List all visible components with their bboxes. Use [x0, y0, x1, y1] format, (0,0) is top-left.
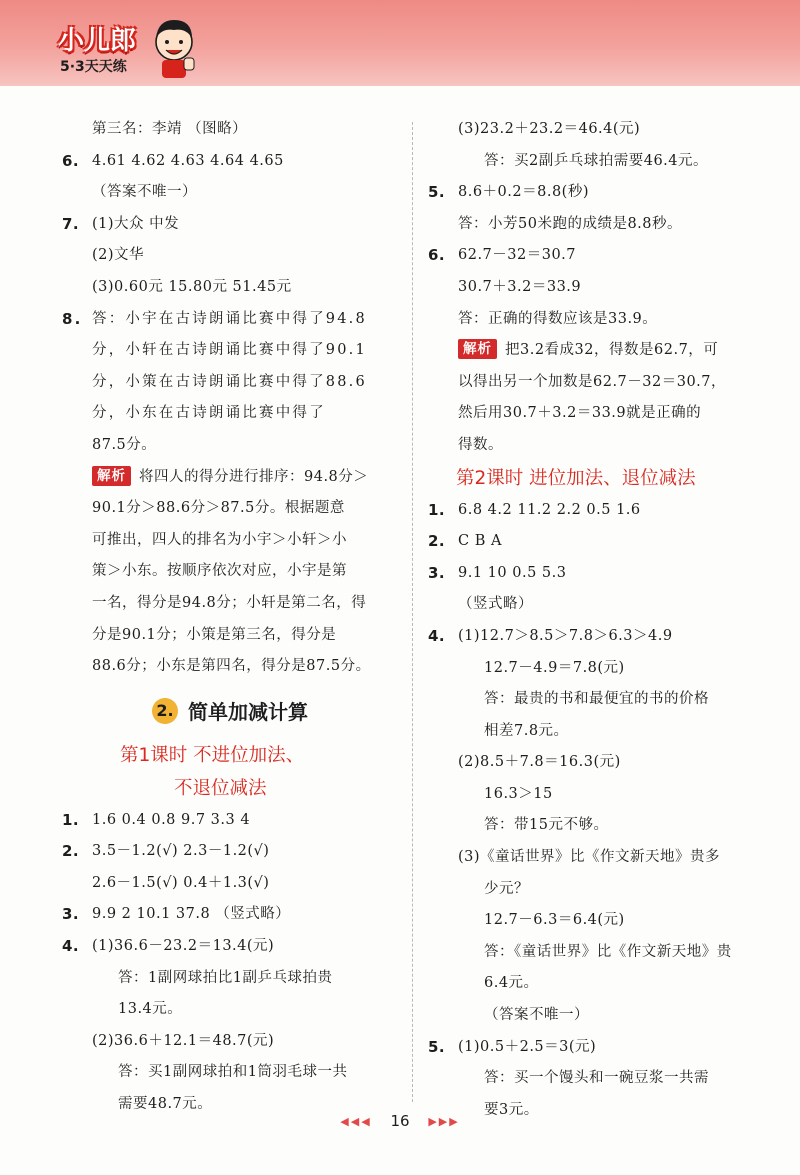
analysis-tag: 解析 [92, 466, 131, 486]
answer-text: 答：买一个馒头和一碗豆浆一共需 [484, 1070, 709, 1087]
answer-text: 1.6 0.4 0.8 9.7 3.3 4 [92, 811, 251, 828]
answer-line [62, 367, 398, 399]
answer-line [428, 177, 768, 209]
answer-line [62, 177, 398, 209]
answer-line [428, 905, 768, 937]
answer-text: 分，小策在古诗朗诵比赛中得了88.6 [92, 373, 367, 390]
answer-line [62, 272, 398, 304]
answer-text: 答：正确的得数应该是33.9。 [458, 310, 658, 327]
answer-line [428, 653, 768, 685]
answer-line [62, 556, 398, 588]
answer-text: 要3元。 [484, 1101, 539, 1118]
answer-line [428, 779, 768, 811]
answer-text: 答：小宇在古诗朗诵比赛中得了94.8 [92, 310, 367, 327]
section-number-badge: 2. [152, 698, 178, 724]
answer-text: 62.7－32＝30.7 [458, 247, 577, 264]
answer-line [62, 931, 398, 963]
answer-text: 相差7.8元。 [484, 722, 569, 739]
answer-text: 然后用30.7＋3.2＝33.9就是正确的 [458, 405, 702, 422]
answer-text: （竖式略） [458, 596, 533, 613]
answer-text: （答案不唯一） [92, 184, 197, 201]
prev-arrows-icon: ◀◀◀ [340, 1115, 372, 1128]
answer-line [428, 684, 768, 716]
question-number: 6. [428, 246, 446, 265]
answer-text: 答：买1副网球拍和1筒羽毛球一共 [118, 1064, 348, 1081]
answer-line [428, 842, 768, 874]
answer-line [62, 430, 398, 462]
answer-line [62, 114, 398, 146]
answer-line [62, 1057, 398, 1089]
answer-text: 8.6＋0.2＝8.8(秒) [458, 184, 589, 201]
answer-text: (1)36.6－23.2＝13.4(元) [92, 938, 275, 955]
answer-line [62, 493, 398, 525]
answer-text: 答：最贵的书和最便宜的书的价格 [484, 691, 709, 708]
answer-line [428, 621, 768, 653]
answer-line [62, 963, 398, 995]
page-footer [0, 1112, 800, 1130]
answer-text: 少元？ [484, 880, 529, 897]
answer-text: 16.3＞15 [484, 785, 553, 802]
answer-text: 一名，得分是94.8分；小轩是第二名，得 [92, 594, 367, 611]
answer-text: 将四人的得分进行排序：94.8分＞ [139, 468, 369, 485]
answer-line [428, 1032, 768, 1064]
answer-text: 分，小东在古诗朗诵比赛中得了 [92, 405, 326, 422]
answer-text: 4.61 4.62 4.63 4.64 4.65 [92, 152, 284, 169]
answer-line [62, 620, 398, 652]
question-number: 1. [62, 810, 80, 829]
answer-text: (2)36.6＋12.1＝48.7(元) [92, 1032, 275, 1049]
section-heading [62, 683, 398, 739]
question-number: 7. [62, 214, 80, 233]
question-number: 5. [428, 1037, 446, 1056]
question-number: 4. [428, 626, 446, 645]
answer-text: 9.9 2 10.1 37.8 （竖式略） [92, 906, 291, 923]
answer-line [62, 805, 398, 837]
answer-text: 6.8 4.2 11.2 2.2 0.5 1.6 [458, 501, 641, 518]
page-number: 16 [390, 1112, 410, 1130]
answer-text: 分是90.1分；小策是第三名，得分是 [92, 626, 337, 643]
answer-line [428, 146, 768, 178]
answer-line [428, 558, 768, 590]
question-number: 2. [428, 532, 446, 551]
answer-text: 90.1分＞88.6分＞87.5分。根据题意 [92, 500, 345, 517]
answer-line [62, 209, 398, 241]
lesson-title: 不退位减法 [174, 777, 267, 799]
answer-text: 88.6分；小东是第四名，得分是87.5分。 [92, 658, 371, 675]
answer-text: (2)文华 [92, 247, 145, 264]
lesson-title: 第2课时 进位加法、退位减法 [456, 467, 696, 489]
mascot-icon [146, 14, 202, 80]
answer-line [428, 240, 768, 272]
brand-title: 小儿郎 [58, 26, 137, 56]
answer-text: (1)大众 中发 [92, 215, 180, 232]
answer-text: 答：《童话世界》比《作文新天地》贵 [484, 943, 732, 960]
answer-text: 2.6－1.5(√) 0.4＋1.3(√) [92, 874, 270, 891]
brand-subtitle: 5·3天天练 [60, 59, 127, 75]
question-number: 1. [428, 500, 446, 519]
answer-text: 第三名：李靖 （图略） [92, 121, 248, 137]
answer-text: 13.4元。 [118, 1001, 183, 1018]
answer-text: 30.7＋3.2＝33.9 [458, 278, 582, 295]
answer-text: (3)23.2＋23.2＝46.4(元) [458, 121, 641, 137]
column-divider [412, 122, 413, 1102]
answer-text: 12.7－4.9＝7.8(元) [484, 659, 625, 676]
answer-line [428, 526, 768, 558]
answer-line [62, 240, 398, 272]
question-number: 3. [428, 563, 446, 582]
answer-line [428, 272, 768, 304]
answer-text: 以得出另一个加数是62.7－32＝30.7， [458, 373, 727, 390]
answer-line [428, 304, 768, 336]
answer-line [428, 589, 768, 621]
answer-line [62, 462, 398, 494]
answer-text: 可推出，四人的排名为小宇＞小轩＞小 [92, 531, 347, 548]
answer-line [428, 747, 768, 779]
question-number: 6. [62, 151, 80, 170]
answer-line [428, 398, 768, 430]
answer-text: 87.5分。 [92, 436, 157, 453]
answer-line [428, 937, 768, 969]
lesson-title: 第1课时 不进位加法、 [120, 744, 305, 766]
answer-text: (3)《童话世界》比《作文新天地》贵多 [458, 849, 721, 866]
answer-line [428, 495, 768, 527]
answer-text: 9.1 10 0.5 5.3 [458, 564, 567, 581]
answer-text: 分，小轩在古诗朗诵比赛中得了90.1 [92, 342, 367, 359]
answer-text: 需要48.7元。 [118, 1096, 213, 1113]
answer-line [62, 836, 398, 868]
answer-text: (1)12.7＞8.5＞7.8＞6.3＞4.9 [458, 627, 673, 644]
answer-line [428, 968, 768, 1000]
question-number: 8. [62, 309, 83, 328]
answer-text: (2)8.5＋7.8＝16.3(元) [458, 754, 621, 771]
left-column [62, 114, 398, 1121]
answer-text: 3.5－1.2(√) 2.3－1.2(√) [92, 843, 270, 860]
answer-text: 答：1副网球拍比1副乒乓球拍贵 [118, 969, 333, 986]
answer-text: 策＞小东。按顺序依次对应，小宇是第 [92, 563, 347, 580]
answer-text: C B A [458, 533, 502, 550]
section-title: 简单加减计算 [188, 700, 308, 725]
next-arrows-icon: ▶▶▶ [428, 1115, 460, 1128]
answer-line [62, 994, 398, 1026]
brand-logo [48, 14, 208, 80]
answer-text: (1)0.5＋2.5＝3(元) [458, 1038, 597, 1055]
answer-text: 答：买2副乒乓球拍需要46.4元。 [484, 152, 709, 169]
question-number: 3. [62, 905, 80, 924]
answer-text: 把3.2看成32，得数是62.7，可 [505, 342, 719, 359]
analysis-tag: 解析 [458, 339, 497, 359]
answer-text: 答：小芳50米跑的成绩是8.8秒。 [458, 215, 683, 232]
answer-line [428, 874, 768, 906]
question-number: 5. [428, 183, 446, 202]
answer-line [62, 525, 398, 557]
question-number: 4. [62, 937, 80, 956]
answer-text: (3)0.60元 15.80元 51.45元 [92, 278, 292, 295]
answer-line [428, 1063, 768, 1095]
answer-line [62, 868, 398, 900]
header-banner [0, 0, 800, 86]
answer-text: 得数。 [458, 436, 503, 453]
answer-text: 答：带15元不够。 [484, 817, 609, 834]
answer-line [428, 1000, 768, 1032]
answer-line [428, 367, 768, 399]
question-number: 2. [62, 842, 80, 861]
answer-text: （答案不唯一） [484, 1007, 589, 1024]
answer-line [428, 209, 768, 241]
answer-line [62, 146, 398, 178]
answer-text: 12.7－6.3＝6.4(元) [484, 912, 625, 929]
answer-line [62, 304, 398, 336]
right-column [428, 114, 768, 1126]
answer-line [62, 588, 398, 620]
answer-line [428, 716, 768, 748]
answer-line [62, 651, 398, 683]
answer-line [62, 899, 398, 931]
answer-line [62, 1026, 398, 1058]
answer-line [62, 398, 398, 430]
answer-line [428, 114, 768, 146]
answer-line [62, 335, 398, 367]
answer-line [428, 335, 768, 367]
answer-text: 6.4元。 [484, 975, 539, 992]
answer-line [428, 430, 768, 462]
answer-line [428, 810, 768, 842]
